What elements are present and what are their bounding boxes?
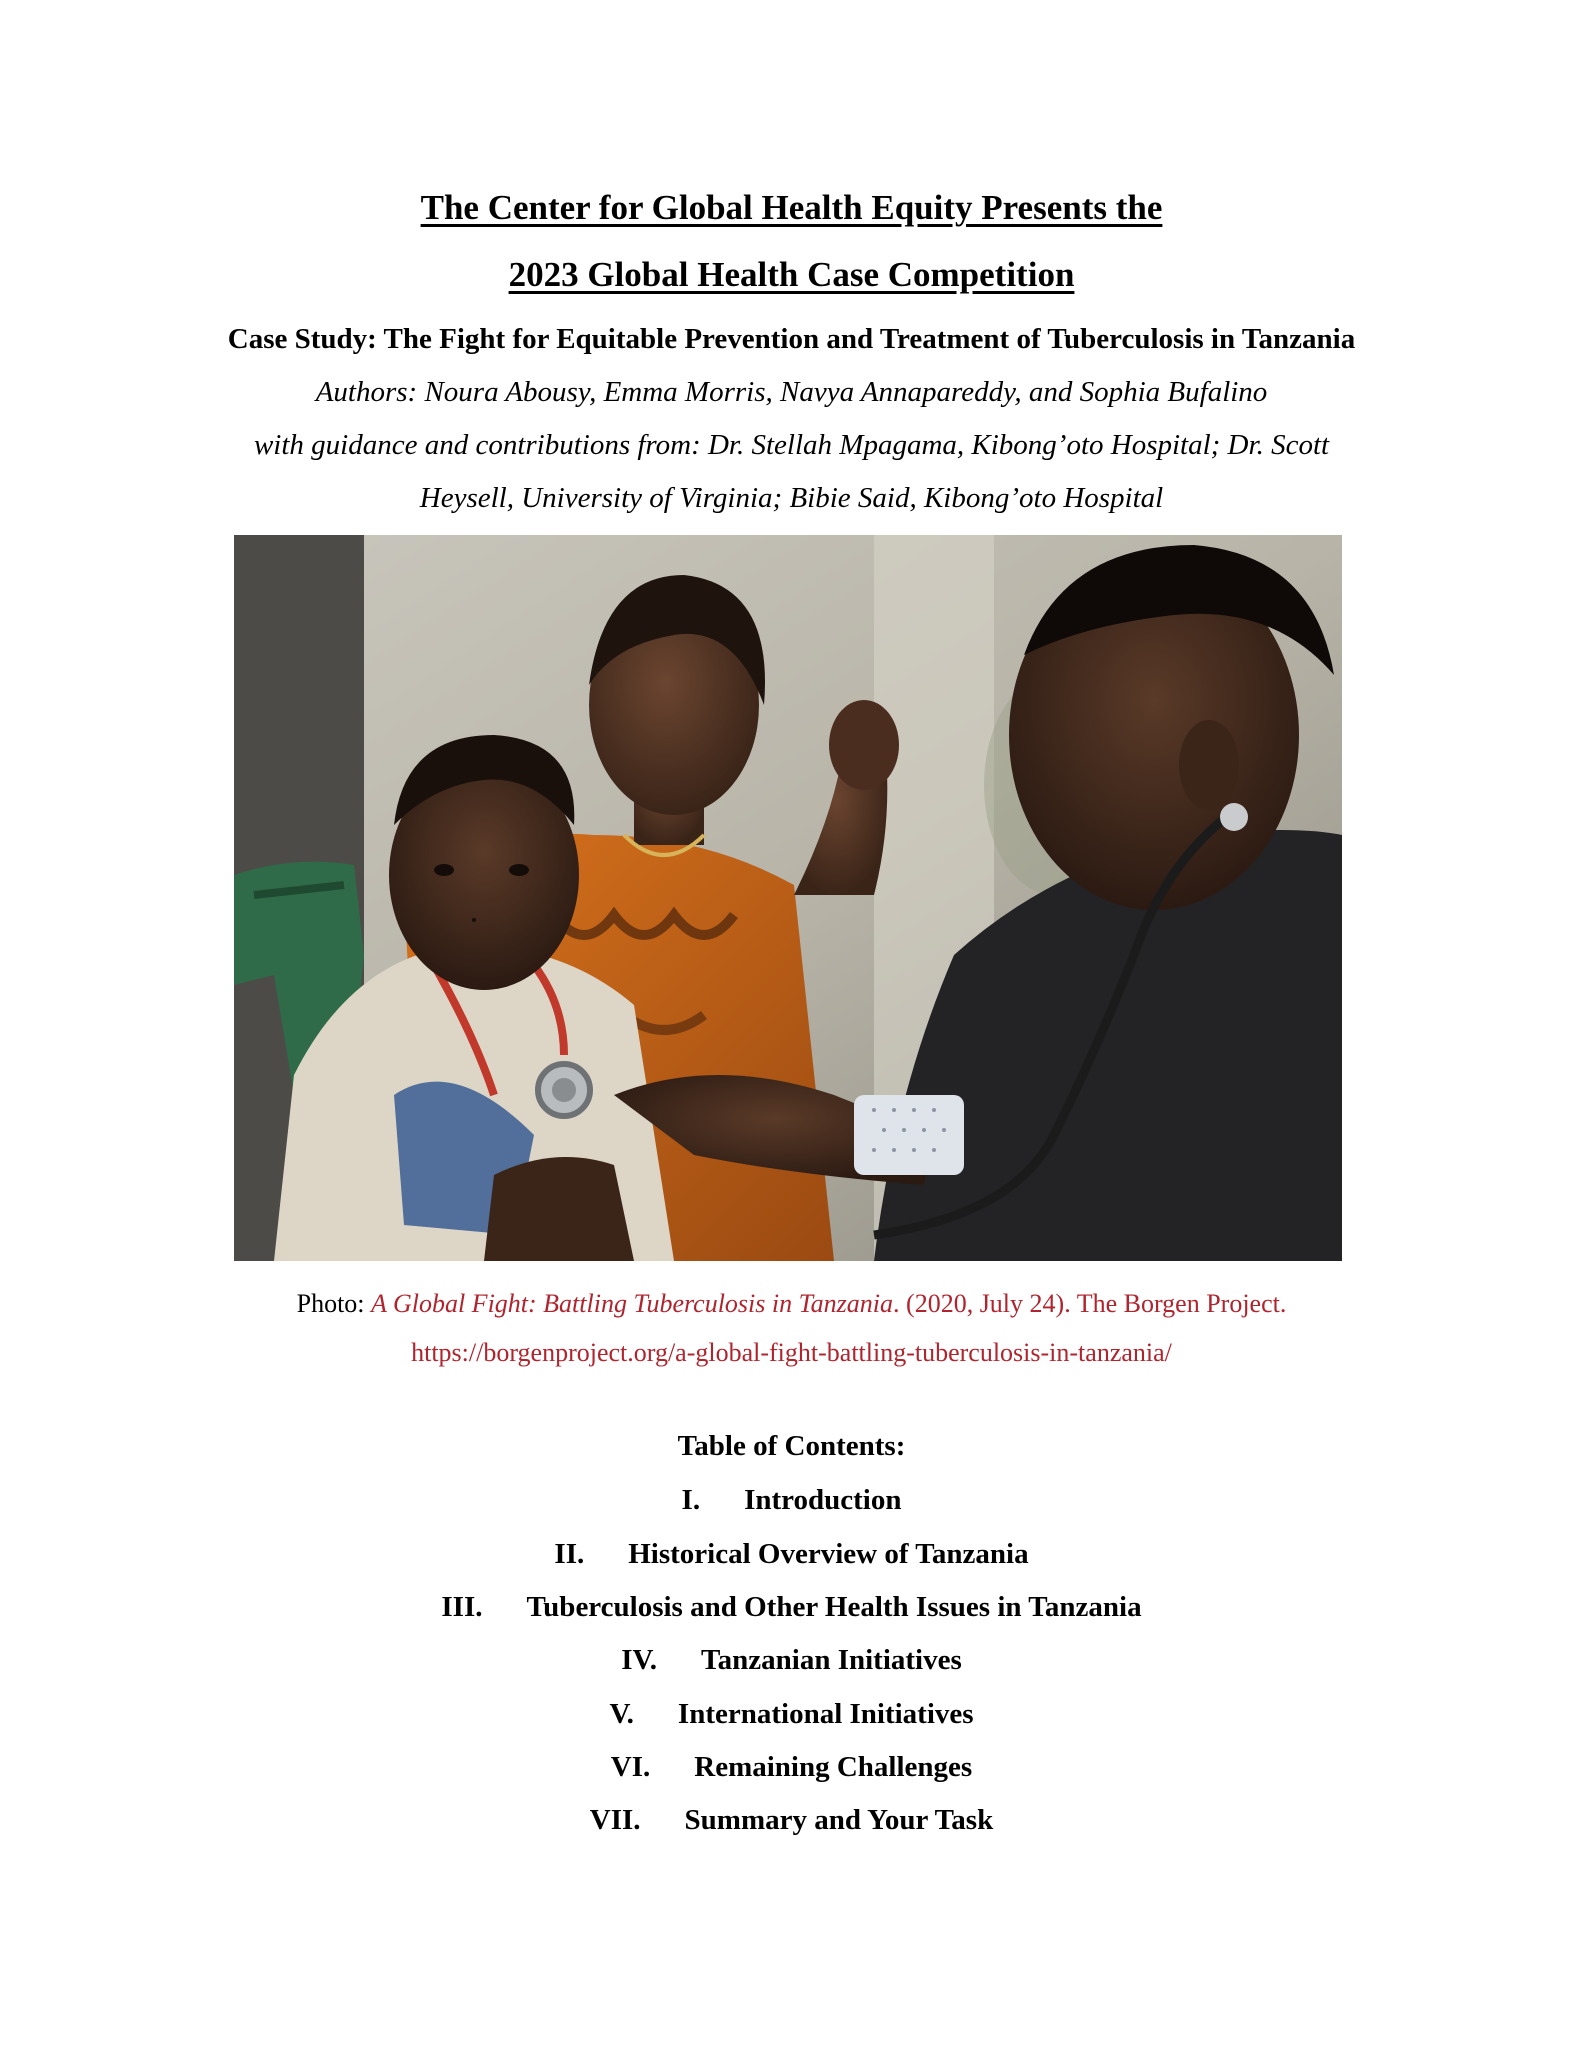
toc-item-number: V. [609, 1698, 634, 1730]
toc-item-label: Tanzanian Initiatives [700, 1644, 962, 1676]
toc-item[interactable] [0, 1540, 1583, 1569]
toc-item-number: VI. [610, 1751, 651, 1783]
toc-item[interactable] [0, 1486, 1583, 1515]
toc-item-number: III. [441, 1591, 483, 1623]
toc-item[interactable] [0, 1646, 1583, 1675]
cover-photo [234, 535, 1342, 1261]
toc-item-label: Summary and Your Task [684, 1804, 994, 1836]
toc-item-label: Historical Overview of Tanzania [628, 1538, 1029, 1570]
toc-item-number: VII. [589, 1804, 641, 1836]
toc-item-label: International Initiatives [677, 1698, 974, 1730]
photo-caption [0, 1291, 1583, 1317]
caption-prefix: Photo: [296, 1289, 372, 1318]
case-study-subtitle: Case Study: The Fight for Equitable Prevention and Treatment of Tuberculosis in Tanzania [227, 323, 1356, 355]
authors-line-3: Heysell, University of Virginia; Bibie Said, Kibong’oto Hospital [419, 482, 1164, 514]
authors-line-1: Authors: Noura Abousy, Emma Morris, Navya Annapareddy, and Sophia Bufalino [315, 376, 1268, 408]
toc-item-number: II. [554, 1538, 585, 1570]
toc-item-number: IV. [621, 1644, 657, 1676]
title-line-1: The Center for Global Health Equity Presents the [420, 188, 1163, 227]
toc-item-label: Introduction [744, 1484, 902, 1516]
caption-url-link[interactable]: https://borgenproject.org/a-global-fight-battling-tuberculosis-in-tanzania/ [411, 1338, 1172, 1367]
toc-heading: Table of Contents: [677, 1430, 906, 1462]
toc-item[interactable] [0, 1593, 1583, 1622]
toc-item-label: Tuberculosis and Other Health Issues in Tanzania [526, 1591, 1142, 1623]
caption-citation: . (2020, July 24). The Borgen Project. [893, 1289, 1287, 1318]
caption-title-link[interactable]: A Global Fight: Battling Tuberculosis in Tanzania [371, 1289, 894, 1318]
cover-photo-illustration [234, 535, 1342, 1261]
toc-item[interactable] [0, 1753, 1583, 1782]
title-line-2: 2023 Global Health Case Competition [508, 255, 1075, 294]
authors-line-2: with guidance and contributions from: Dr. Stellah Mpagama, Kibong’oto Hospital; Dr. Scott [253, 429, 1330, 461]
toc-item-number: I. [681, 1484, 701, 1516]
toc-item-label: Remaining Challenges [694, 1751, 973, 1783]
toc-item[interactable] [0, 1806, 1583, 1835]
toc-item[interactable] [0, 1700, 1583, 1729]
